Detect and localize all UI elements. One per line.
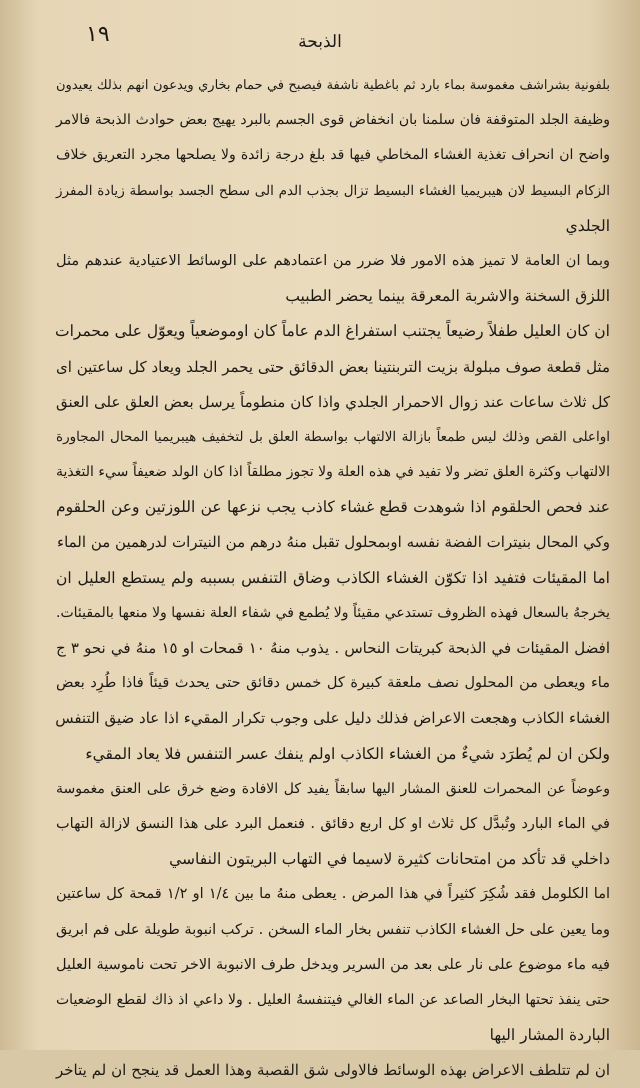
text-line: اللزق السخنة والاشربة المعرقة بينما يحضر الطبيب	[285, 287, 610, 306]
text-line: كل ثلاث ساعات عند زوال الاحمرار الجلدي واذا كان منطوماً يرسل بعض العلق على العنق	[56, 392, 610, 411]
running-title: الذبحة	[298, 32, 342, 52]
text-line: اما المقيئات فتفيد اذا تكوّن الغشاء الكاذب وضاق التنفس بسببه ولم يستطع العليل ان	[56, 568, 610, 587]
text-line: الزكام البسيط لان هيبريميا الغشاء البسيط تزال بجذب الدم الى سطح الجسد بواسطة زيادة المفرز	[56, 182, 610, 199]
text-line: واضح ان انحراف تغذية الغشاء المخاطي فيها قد بلغ درجة زائدة ولا يصلحها مجرد التعريق خلاف	[56, 147, 611, 164]
text-line: الجلدي	[565, 216, 610, 235]
text-line: ان لم تتلطف الاعراض بهذه الوسائط فالاولى شق القصبة وهذا العمل قد ينجح ان لم يتاخر	[56, 1061, 610, 1080]
text-line: ان كان العليل طفلاً رضيعاً يجتنب استفراغ الدم عاماً كان اوموضعياً ويعوّل على محمرات	[55, 322, 610, 341]
text-line: عند فحص الحلقوم اذا شوهدت قطع غشاء كاذب يجب نزعها عن اللوزتين وعن الحلقوم	[56, 498, 610, 517]
text-line: بلفونية بشراشف مغموسة بماء بارد ثم باغطية ناشفة فيصبح في حمام بخاري ويدعون انهم بذلك يعيدون	[56, 78, 610, 93]
text-line: حتى ينفذ تحتها البخار الصاعد عن الماء الغالي فيتنفسهُ العليل . ولا داعي اذ ذاك لقطع الوضعيات	[56, 991, 610, 1008]
text-line: مثل قطعة صوف مبلولة بزيت التربنتينا بعض الدقائق حتى يحمر الجلد ويعاد كل ساعتين اى	[56, 357, 610, 376]
text-line: الغشاء الكاذب وهجعت الاعراض فذلك دليل على وجوب تكرار المقيء اذا عاد ضيق التنفس	[55, 709, 610, 728]
text-line: فيه ماء موضوع على نار على بعد من السرير ويدخل طرف الانبوبة الاخر تحت ناموسية العليل	[56, 956, 610, 973]
text-line: في الماء البارد وتُبدَّل كل ثلاث او كل اربع دقائق . فنعمل البرد على هذا النسق لازالة التهاب	[56, 815, 610, 832]
body-text	[56, 68, 610, 1088]
text-line: اواعلى القص وذلك ليس طمعاً بازالة الالتهاب بواسطة العلق بل لتخفيف هيبريميا المحال المجاورة	[56, 428, 610, 445]
text-line: وظيفة الجلد المتوقفة فان سلمنا بان انخفاض قوى الجسم بالبرد يهيج بعض حوادث الذبحة فالامر	[56, 112, 610, 129]
text-line: الباردة المشار اليها	[489, 1026, 610, 1045]
text-line: وكي المحال بنيترات الفضة نفسه اوبمحلول تقبل منهُ درهم من النيترات لدرهمين من الماء	[57, 533, 610, 552]
text-line: الالتهاب وكثرة العلق تضر ولا تفيد في هذه العلة ولا تجوز مطلقاً اذا كان الولد ضعيفاً سيء التغذية	[56, 464, 610, 481]
text-line: داخلي قد تأكد من امتحانات كثيرة لاسيما في التهاب البريتون النفاسي	[169, 850, 610, 869]
text-line: وبما ان العامة لا تميز هذه الامور فلا ضرر من اعتمادهم على الوسائط الاعتيادية عندهم مثل	[56, 252, 610, 269]
text-line: يخرجهُ بالسعال فهذه الظروف تستدعي مقيئاً ولا يُطمع في شفاء العلة نفسها ولا منعها بالمقيئات.	[56, 604, 610, 621]
text-line: ولكن ان لم يُطرَد شيءٌ من الغشاء الكاذب اولم ينفك عسر التنفس فلا يعاد المقيء	[85, 744, 610, 763]
text-line: افضل المقيئات في الذبحة كبريتات النحاس . يذوب منهُ ١٠ قمحات او ١٥ منهُ في نحو ٣ ج	[56, 639, 610, 657]
text-line: وعوضاً عن المحمرات للعنق المشار اليها سابقاً يفيد كل الافادة وضع خرق على العنق مغموسة	[56, 780, 610, 797]
page-number: ١٩	[86, 22, 110, 47]
text-line: ماء ويعطى من المحلول نصف ملعقة كبيرة كل خمس دقائق حتى يحدث قيئاً فاذا طُرِد بعض	[56, 675, 610, 692]
text-line: وما يعين على حل الغشاء الكاذب تنفس بخار الماء السخن . تركب انبوبة طويلة على فم ابريق	[56, 921, 610, 938]
text-line: اما الكلومل فقد شُكِرَ كثيراً في هذا المرض . يعطى منهُ ما بين ١/٤ او ١/٢ قمحة كل ساعتين	[56, 886, 611, 903]
